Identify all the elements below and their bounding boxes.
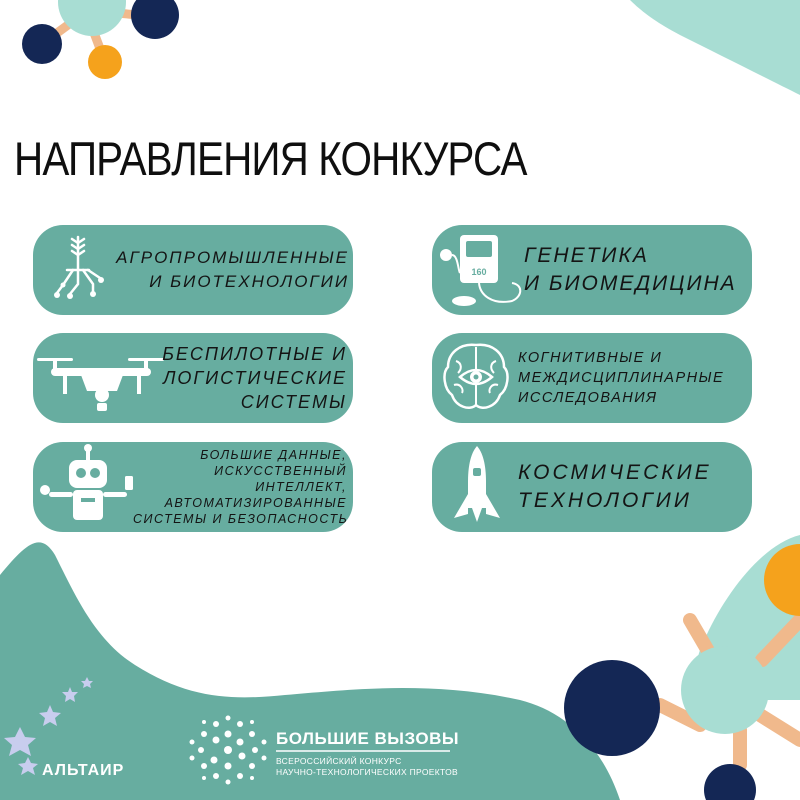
big-challenges-subtitle-1: ВСЕРОССИЙСКИЙ КОНКУРС bbox=[276, 756, 402, 766]
card-cognitive-research[interactable] bbox=[432, 333, 752, 423]
genetics-medical-device-icon bbox=[432, 225, 527, 315]
card-label: КОГНИТИВНЫЕ И МЕЖДИСЦИПЛИНАРНЫЕ ИССЛЕДОВАНИЯ bbox=[518, 350, 725, 406]
top-left-molecule bbox=[22, 0, 179, 79]
device-reading: 160 bbox=[471, 267, 487, 277]
page-title: НАПРАВЛЕНИЯ КОНКУРСА bbox=[14, 132, 527, 185]
space-shuttle-icon bbox=[432, 442, 522, 532]
card-label: БЕСПИЛОТНЫЕ И ЛОГИСТИЧЕСКИЕ СИСТЕМЫ bbox=[162, 344, 347, 412]
card-space-technologies[interactable] bbox=[432, 442, 752, 532]
card-label: БОЛЬШИЕ ДАННЫЕ, ИСКУССТВЕННЫЙ ИНТЕЛЛЕКТ, АВТОМАТИЗИРОВАННЫЕ СИСТЕМЫ И БЕЗОПАСНОСТЬ bbox=[133, 448, 349, 526]
card-label: ГЕНЕТИКА И БИОМЕДИЦИНА bbox=[524, 244, 737, 295]
card-agro-biotech[interactable] bbox=[33, 225, 353, 315]
card-big-data-ai[interactable] bbox=[33, 442, 353, 532]
card-genetics-biomedicine[interactable] bbox=[432, 225, 752, 315]
card-drones-logistics[interactable] bbox=[33, 333, 353, 423]
big-challenges-title: БОЛЬШИЕ ВЫЗОВЫ bbox=[276, 729, 460, 748]
card-label: АГРОПРОМЫШЛЕННЫЕ И БИОТЕХНОЛОГИИ bbox=[116, 248, 349, 291]
big-challenges-subtitle-2: НАУЧНО-ТЕХНОЛОГИЧЕСКИХ ПРОЕКТОВ bbox=[276, 767, 458, 777]
top-right-blob bbox=[630, 0, 800, 95]
robot-icon bbox=[33, 442, 143, 532]
agriculture-icon bbox=[33, 225, 123, 315]
card-label: КОСМИЧЕСКИЕ ТЕХНОЛОГИИ bbox=[518, 461, 712, 512]
altair-logo-text: АЛЬТАИР bbox=[42, 762, 125, 779]
brain-eye-icon bbox=[432, 333, 522, 423]
